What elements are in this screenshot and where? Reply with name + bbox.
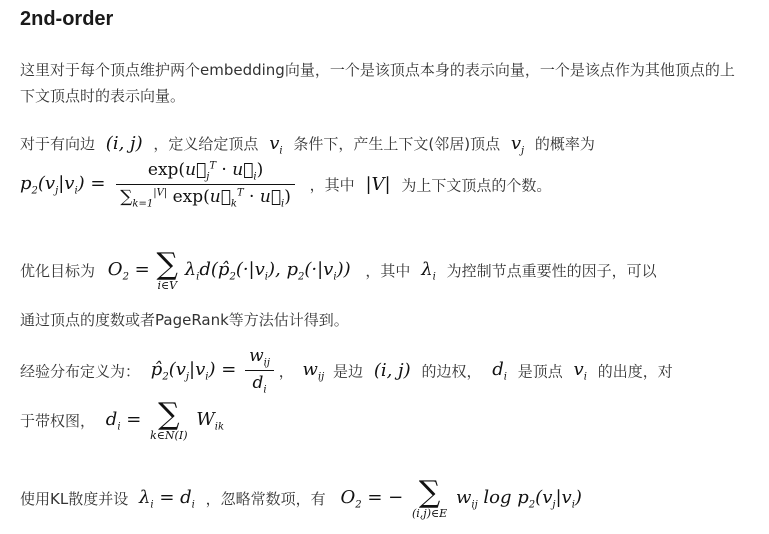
text-fragment: 对于有向边 bbox=[20, 135, 96, 153]
math-edge: (i, j) bbox=[105, 133, 143, 154]
text-fragment: ， bbox=[278, 362, 294, 381]
math-sum-2: ∑ k∈N(I) bbox=[150, 397, 188, 442]
text-fragment: ，其中 bbox=[365, 262, 411, 280]
text-fragment: 为控制节点重要性的因子，可以 bbox=[446, 262, 657, 280]
math-di-def: $d_i$ = bbox=[105, 408, 142, 433]
math-vi-2: $v_i$ bbox=[573, 359, 587, 383]
math-vj: $v_j$ bbox=[510, 133, 525, 157]
math-fraction: $\frac{\exp(u⃗_j^T \cdot u⃗_i)}{\sum_{k=1}^{|V|} \exp(u⃗_k^T \cdot u⃗_i)}$ bbox=[116, 160, 295, 210]
math-lambda: $\lambda_i$ bbox=[421, 258, 436, 283]
math-wij: $w_{ij}$ bbox=[302, 359, 325, 383]
text-fragment: 是边 bbox=[333, 362, 364, 381]
text-fragment: ，忽略常数项，有 bbox=[205, 490, 326, 508]
math-p2: $p_2(v_j|v_i)$ = bbox=[20, 173, 106, 197]
objective-line-2: 通过顶点的度数或者PageRank等方法估计得到。 bbox=[20, 311, 349, 329]
math-sum: ∑ i∈V bbox=[156, 247, 178, 292]
math-fraction-w: $\frac{w_{ij}}{d_i}$ bbox=[245, 346, 274, 396]
intro-paragraph: 这里对于每个顶点维护两个embedding向量，一个是该顶点本身的表示向量，一个是该点作为其他顶点的上下文顶点时的表示向量。 bbox=[20, 61, 735, 105]
math-di: $d_i$ bbox=[492, 359, 507, 383]
text-fragment: 的出度，对 bbox=[597, 362, 673, 381]
degree-line bbox=[20, 397, 225, 442]
text-fragment: 是顶点 bbox=[517, 362, 563, 381]
text-fragment: ，定义给定顶点 bbox=[153, 135, 259, 153]
kl-line bbox=[20, 475, 582, 520]
text-fragment: 优化目标为 bbox=[20, 262, 96, 280]
text-fragment: 使用KL散度并设 bbox=[20, 490, 129, 508]
text-fragment: 经验分布定义为： bbox=[20, 362, 141, 381]
text-fragment: 条件下，产生上下文(邻居)顶点 bbox=[293, 135, 501, 153]
empirical-line bbox=[20, 346, 673, 396]
math-phat: $p̂_2(v_j|v_i)$ = bbox=[150, 359, 237, 383]
edge-definition-line bbox=[20, 133, 595, 157]
text-fragment: 的概率为 bbox=[534, 135, 595, 153]
text-fragment: 于带权图， bbox=[20, 412, 96, 430]
math-sum-3: ∑ (i,j)∈E bbox=[411, 475, 448, 520]
text-fragment: 的边权， bbox=[421, 362, 482, 381]
objective-line bbox=[20, 247, 657, 292]
math-V: |V| bbox=[365, 174, 391, 196]
math-Wik: $W_{ik}$ bbox=[196, 408, 225, 433]
text-fragment: 为上下文顶点的个数。 bbox=[401, 176, 552, 195]
text-fragment: ，其中 bbox=[309, 176, 355, 195]
math-vi: $v_i$ bbox=[269, 133, 283, 157]
math-O2: $O_2$ = bbox=[107, 258, 150, 283]
math-O2-final: $O_2$ = − bbox=[340, 486, 404, 511]
math-lambda-eq: $\lambda_i = d_i$ bbox=[138, 486, 195, 511]
math-final-body: $w_{ij}$ $\log p_2(v_j|v_i)$ bbox=[455, 486, 582, 511]
section-heading: 2nd-order bbox=[20, 8, 114, 30]
probability-formula-line bbox=[20, 160, 551, 210]
math-edge-2: (i, j) bbox=[373, 360, 411, 382]
math-objective-body: $\lambda_id(p̂_2(\cdot|v_i)$, $p_2(\cdot|v_i)$) bbox=[184, 258, 351, 283]
